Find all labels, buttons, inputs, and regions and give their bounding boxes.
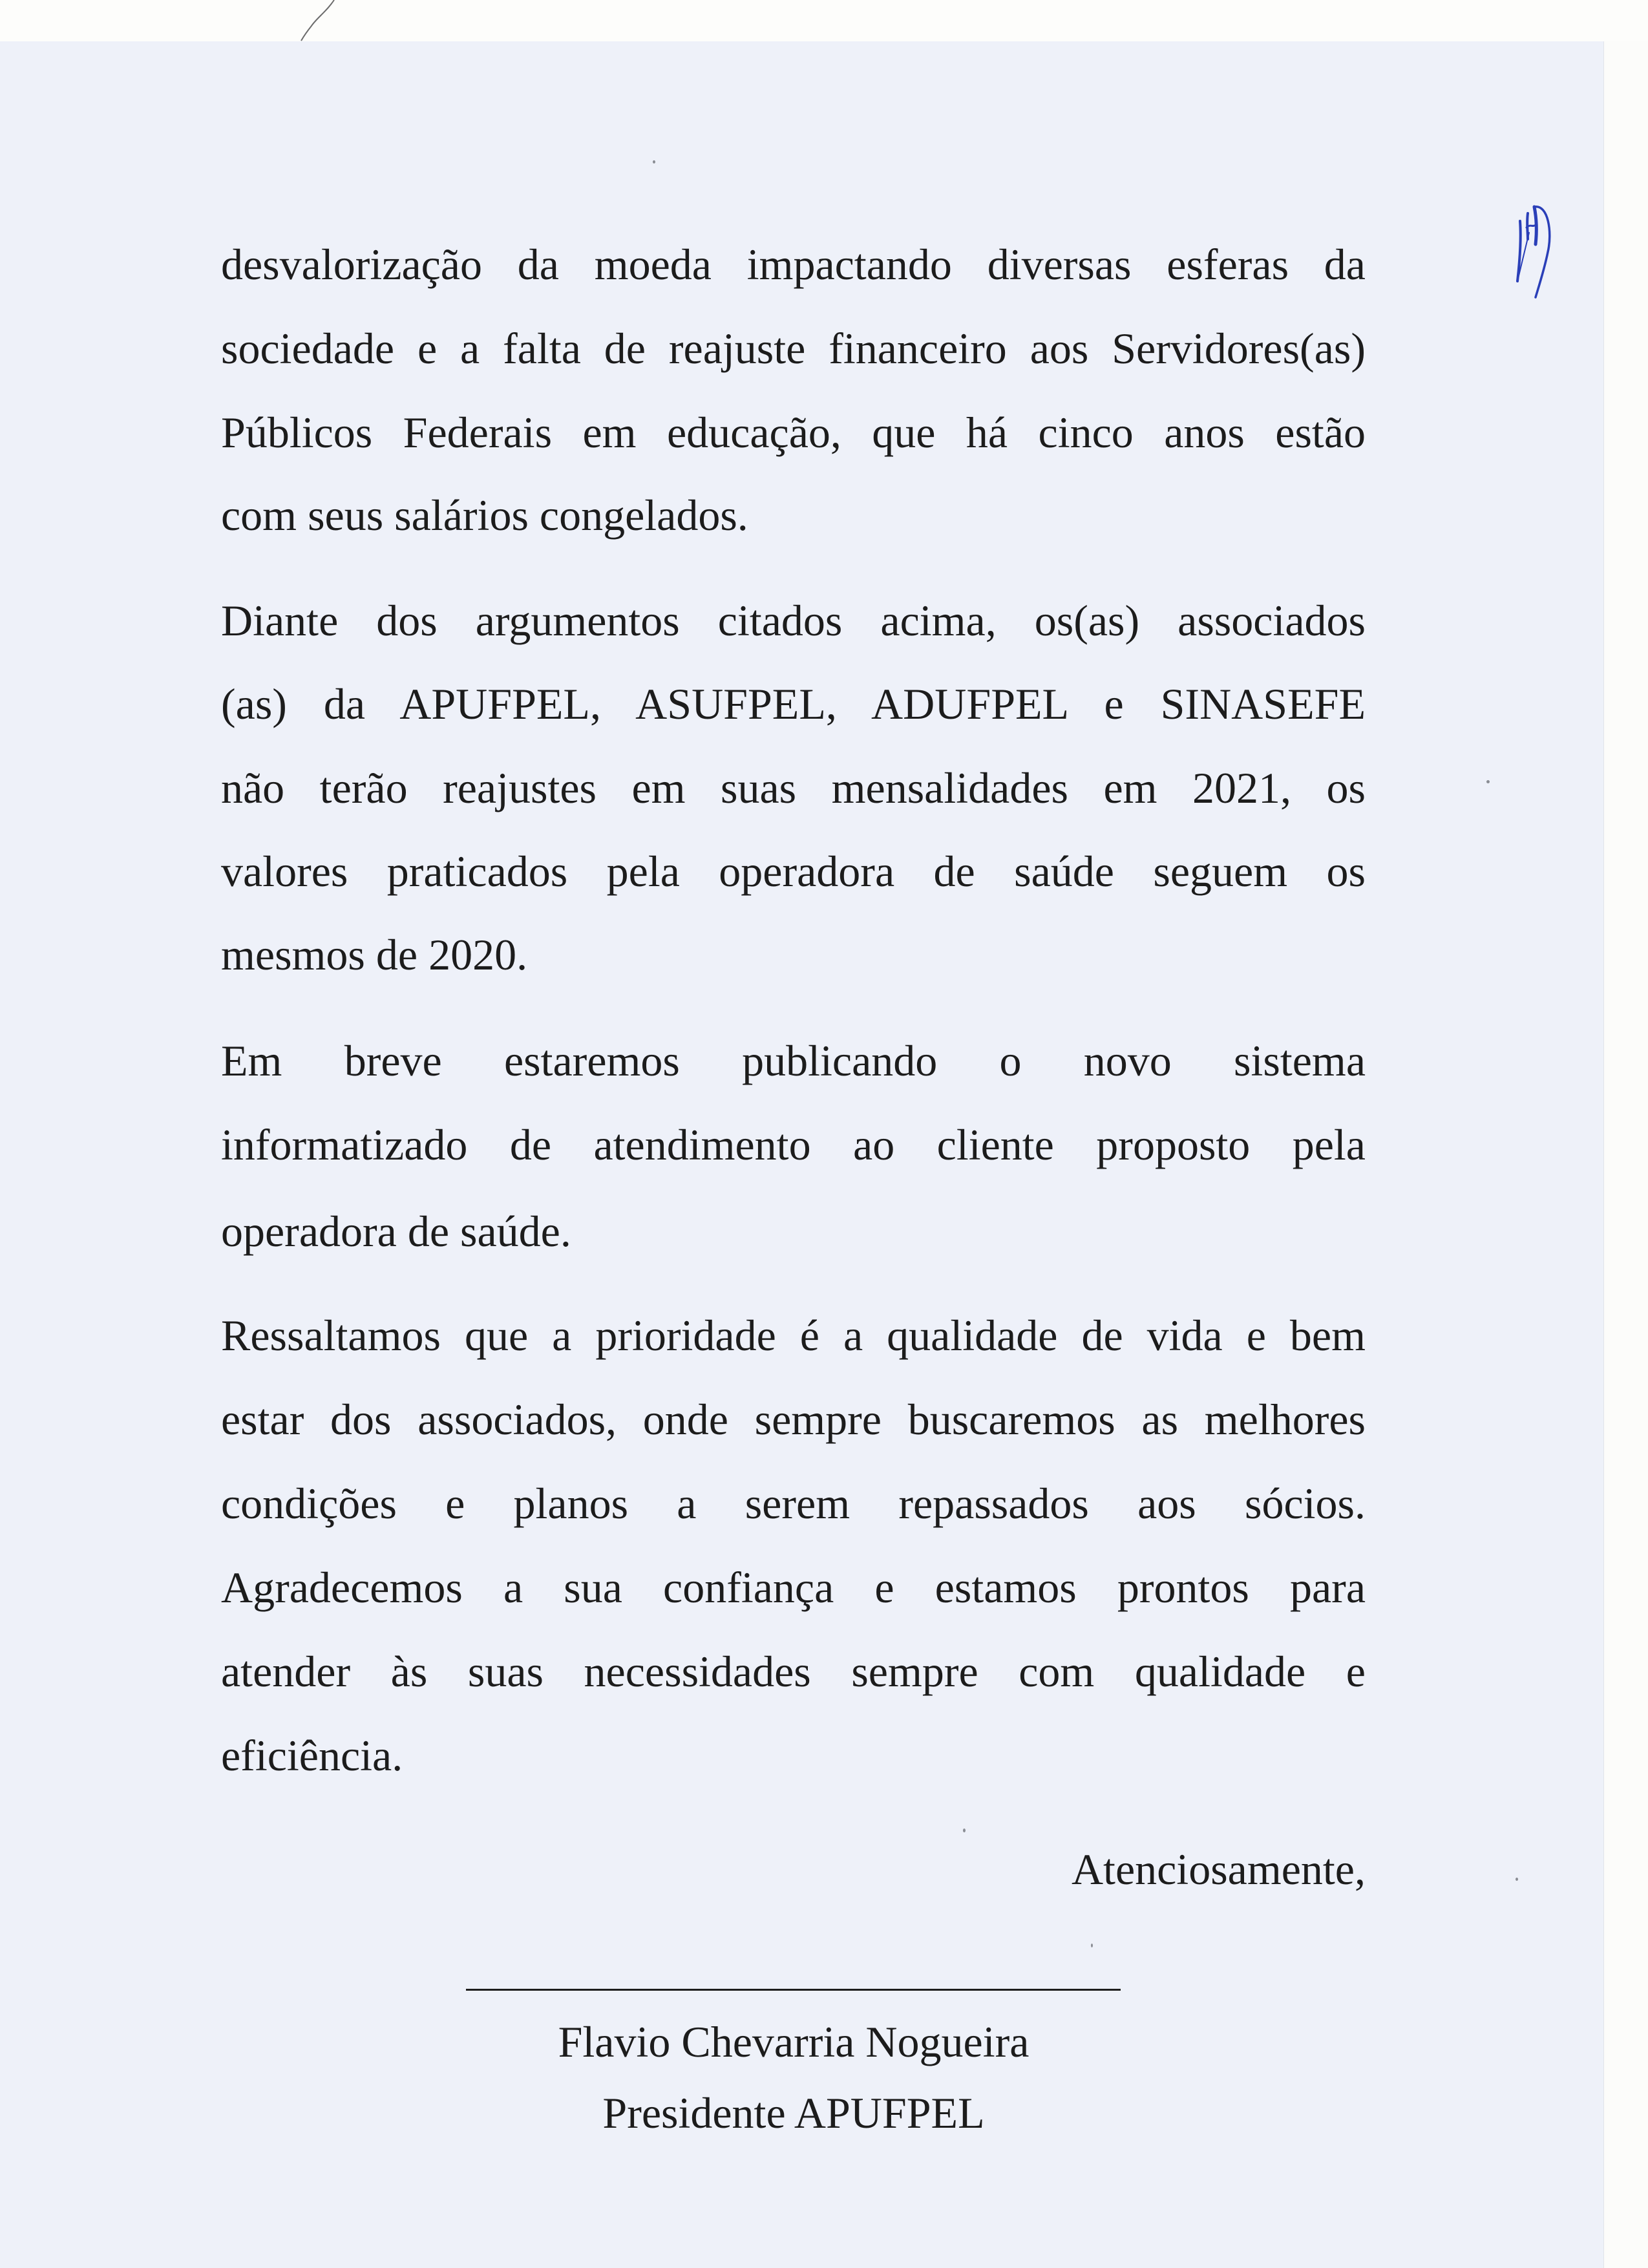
body-line: estar dos associados, onde sempre buscaremos as melhores [221, 1395, 1366, 1444]
body-line: Ressaltamos que a prioridade é a qualidade de vida e bem [221, 1311, 1366, 1360]
signatory-title: Presidente APUFPEL [602, 2088, 985, 2137]
body-line: condições e planos a serem repassados aos sócios. [221, 1479, 1366, 1528]
body-line: Em breve estaremos publicando o novo sistema [221, 1036, 1366, 1085]
body-line: valores praticados pela operadora de saúde seguem os [221, 847, 1366, 896]
body-line: operadora de saúde. [221, 1207, 571, 1256]
body-line: informatizado de atendimento ao cliente proposto pela [221, 1120, 1366, 1169]
scan-speck [1091, 1944, 1093, 1947]
body-line: Agradecemos a sua confiança e estamos prontos para [221, 1563, 1366, 1612]
body-line: não terão reajustes em suas mensalidades em 2021, os [221, 763, 1366, 812]
scan-speck [963, 1828, 966, 1832]
body-line: mesmos de 2020. [221, 930, 528, 979]
closing-salutation: Atenciosamente, [1071, 1845, 1366, 1894]
body-line: sociedade e a falta de reajuste financeiro aos Servidores(as) [221, 324, 1366, 373]
body-line: desvalorização da moeda impactando diversas esferas da [221, 240, 1366, 289]
body-line: (as) da APUFPEL, ASUFPEL, ADUFPEL e SINASEFE [221, 679, 1366, 728]
scan-speck [1516, 1878, 1518, 1881]
handwritten-rubric-initials [1512, 194, 1577, 304]
scan-speck [653, 160, 655, 164]
scan-speck [1486, 780, 1490, 783]
body-line: com seus salários congelados. [221, 491, 748, 540]
body-line: atender às suas necessidades sempre com qualidade e [221, 1647, 1366, 1696]
scan-right-margin [1603, 41, 1648, 2268]
signature-line [466, 1989, 1121, 1991]
body-line: eficiência. [221, 1731, 403, 1780]
signatory-name: Flavio Chevarria Nogueira [558, 2017, 1030, 2066]
pencil-stroke-mark [0, 0, 362, 45]
body-line: Diante dos argumentos citados acima, os(as) associados [221, 596, 1366, 645]
body-line: Públicos Federais em educação, que há cinco anos estão [221, 408, 1366, 457]
